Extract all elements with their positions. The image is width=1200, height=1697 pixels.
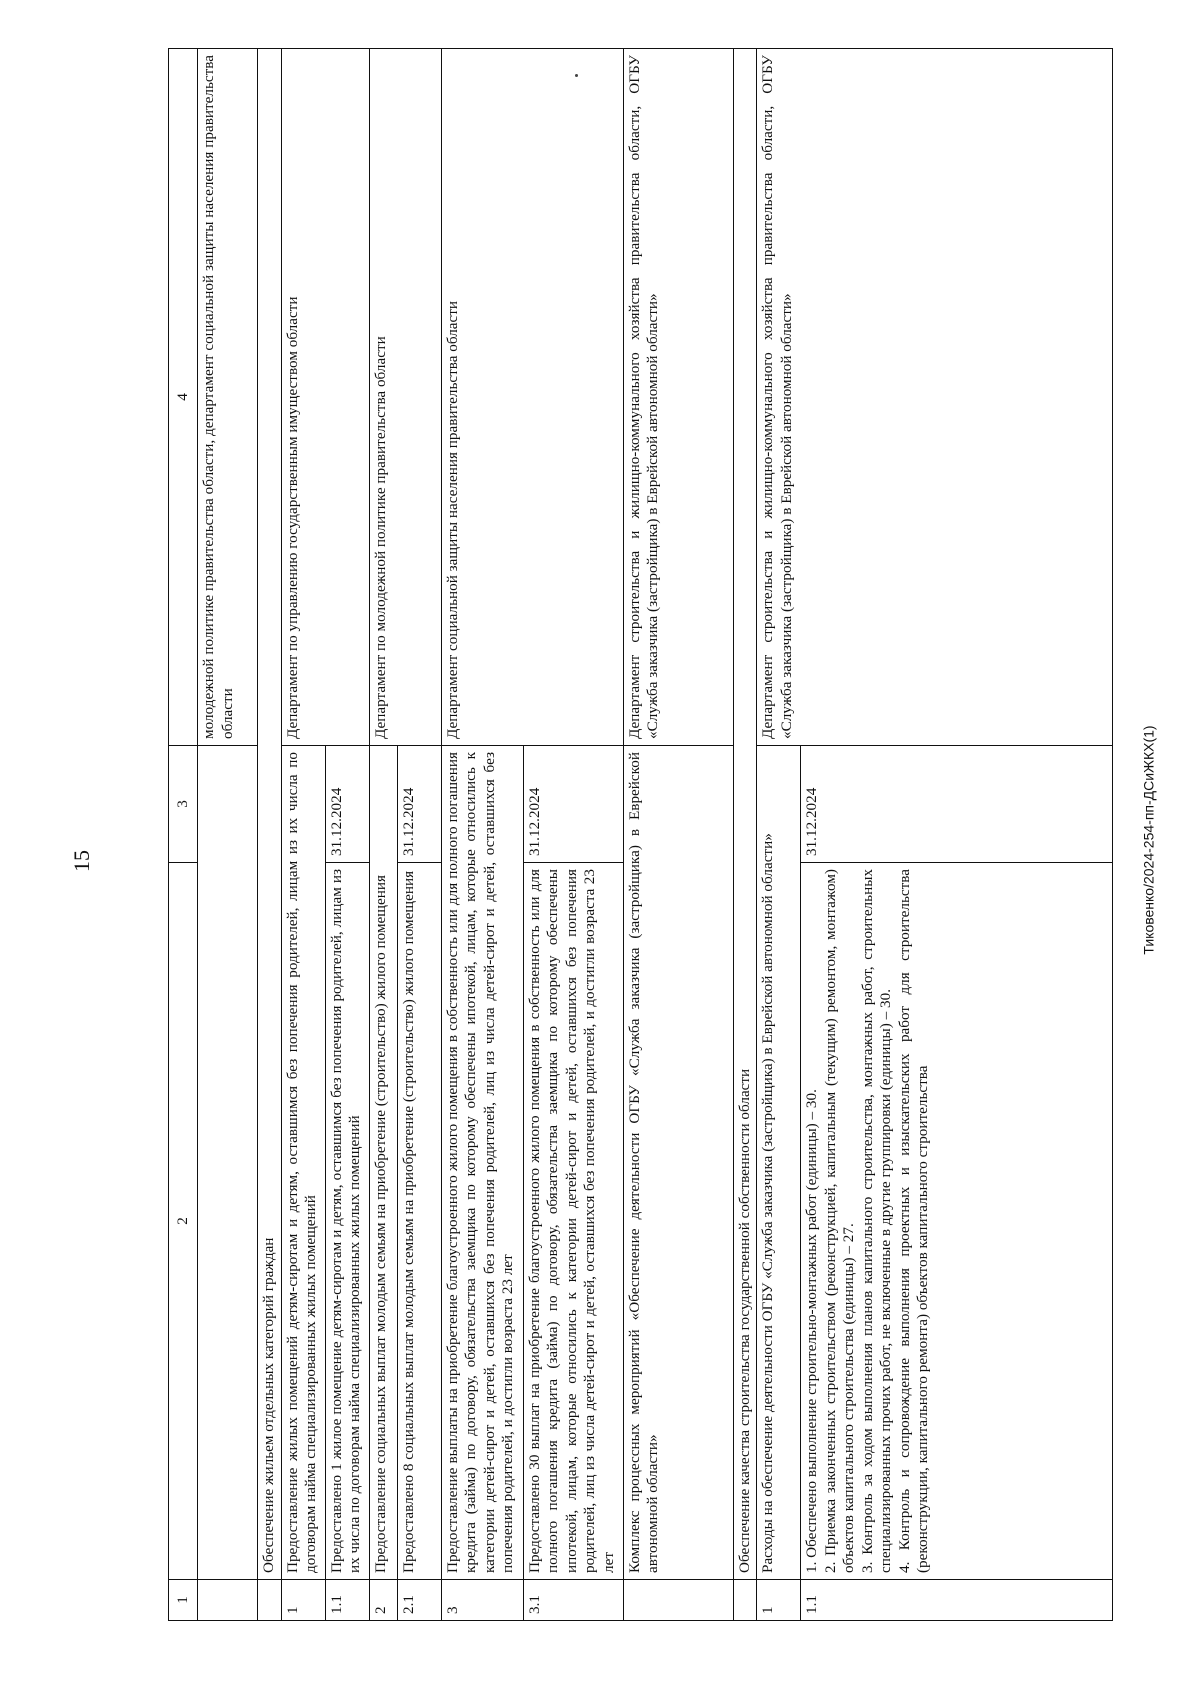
list-item: 1. Обеспечено выполнение строительно-монтажных работ (единицы) – 30. <box>803 1089 821 1573</box>
list-item: 3. Контроль за ходом выполнения планов капитального строительства, монтажных работ, строительных специализированных прочих работ, не включенные в другие группировки (единицы) – 30. <box>858 869 895 1573</box>
rotated-table-wrapper <box>168 49 1113 1621</box>
executor-cell: Департамент строительства и жилищно-коммунального хозяйства правительства области, ОГБУ «Служба заказчика (застройщика) в Еврейской автономной области» <box>623 49 733 746</box>
plan-table <box>168 48 1113 1621</box>
result-text: Предоставлено 1 жилое помещение детям-сиротам и детям, оставшимся без попечения родителей, лицам из их числа по договорам найма специализированных жилых помещений <box>325 863 369 1580</box>
deadline-cell: 31.12.2024 <box>325 746 369 863</box>
footer-id <box>1138 190 1160 1490</box>
result-text: Предоставлено 30 выплат на приобретение благоустроенного жилого помещения в собственность или для полного погашения кредита (займа) по договору, обязательства заемщика по которому обеспечены ипотекой, лицам, которые относились к категории детей-сирот и детей, оставшихся без попечения родителей, лиц из числа детей-сирот и детей, оставшихся без попечения родителей, и достигли возраста 23 лет <box>523 863 623 1580</box>
table-row <box>369 49 397 1621</box>
executor-cell: Департамент строительства и жилищно-коммунального хозяйства правительства области, ОГБУ «Служба заказчика (застройщика) в Еврейской автономной области» <box>757 49 1113 746</box>
measure-text: Предоставление жилых помещений детям-сиротам и детям, оставшимся без попечения родителей, лицам из их числа по договорам найма специализированных жилых помещений <box>281 746 325 1580</box>
executor-cell: молодежной политике правительства области, департамент социальной защиты населения правительства области <box>198 49 258 746</box>
executor-cell: Департамент социальной защиты населения правительства области <box>441 49 623 746</box>
measure-text: Расходы на обеспечение деятельности ОГБУ «Служба заказчика (застройщика) в Еврейской автономной области» <box>757 746 801 1580</box>
measure-text: Предоставление социальных выплат молодым семьям на приобретение (строительство) жилого помещения <box>369 746 397 1580</box>
section-row <box>258 49 282 1621</box>
section-title: Обеспечение жильем отдельных категорий граждан <box>258 49 282 1580</box>
result-list <box>801 863 1113 1580</box>
header-col-2: 2 <box>169 863 198 1580</box>
table-row <box>757 49 801 1621</box>
table-row <box>623 49 733 1621</box>
footer-text: Тиковенко/2024-254-пп-ДСиЖКХ(1) <box>1141 725 1157 955</box>
table-row <box>281 49 325 1621</box>
row-number: 1 <box>281 1580 325 1621</box>
list-item: 4. Контроль и сопровождение выполнения проектных и изыскательских работ для строительства (реконструкции, капитального ремонта) объектов капитального строительства <box>895 869 932 1573</box>
table-row <box>198 49 258 1621</box>
row-number: 2.1 <box>397 1580 441 1621</box>
section-title: Обеспечение качества строительства государственной собственности области <box>733 49 757 1580</box>
row-number: 2 <box>369 1580 397 1621</box>
page-number: 15 <box>69 850 94 872</box>
complex-title: Комплекс процессных мероприятий «Обеспечение деятельности ОГБУ «Служба заказчика (застройщика) в Еврейской автономной области» <box>623 746 733 1580</box>
measure-text: Предоставление выплаты на приобретение благоустроенного жилого помещения в собственность или для полного погашения кредита (займа) по договору, обязательства заемщика по которому обеспечены ипотекой, лицам, которые относились к категории детей-сирот и детей, оставшихся без попечения родителей, лиц из числа детей-сирот и детей, оставшихся без попечения родителей, и достигли возраста 23 лет <box>441 746 523 1580</box>
row-number: 1 <box>757 1580 801 1621</box>
header-col-4: 4 <box>169 49 198 746</box>
row-number: 3.1 <box>523 1580 623 1621</box>
table-row <box>441 49 523 1621</box>
header-col-1: 1 <box>169 1580 198 1621</box>
list-item: 2. Приемка законченных строительством (реконструкцией, капитальным (текущим) ремонтом, монтажом) объектов капитального строительства (единицы) – 27. <box>821 869 858 1573</box>
deadline-cell: 31.12.2024 <box>397 746 441 863</box>
deadline-cell: 31.12.2024 <box>801 746 1113 863</box>
row-number: 1.1 <box>325 1580 369 1621</box>
executor-cell: Департамент по молодежной политике правительства области <box>369 49 441 746</box>
deadline-cell: 31.12.2024 <box>523 746 623 863</box>
header-col-3: 3 <box>169 746 198 863</box>
section-row <box>733 49 757 1621</box>
row-number: 3 <box>441 1580 523 1621</box>
header-row <box>169 49 198 1621</box>
executor-cell: Департамент по управлению государственным имуществом области <box>281 49 369 746</box>
result-text: Предоставлено 8 социальных выплат молодым семьям на приобретение (строительство) жилого помещения <box>397 863 441 1580</box>
row-number: 1.1 <box>801 1580 1113 1621</box>
